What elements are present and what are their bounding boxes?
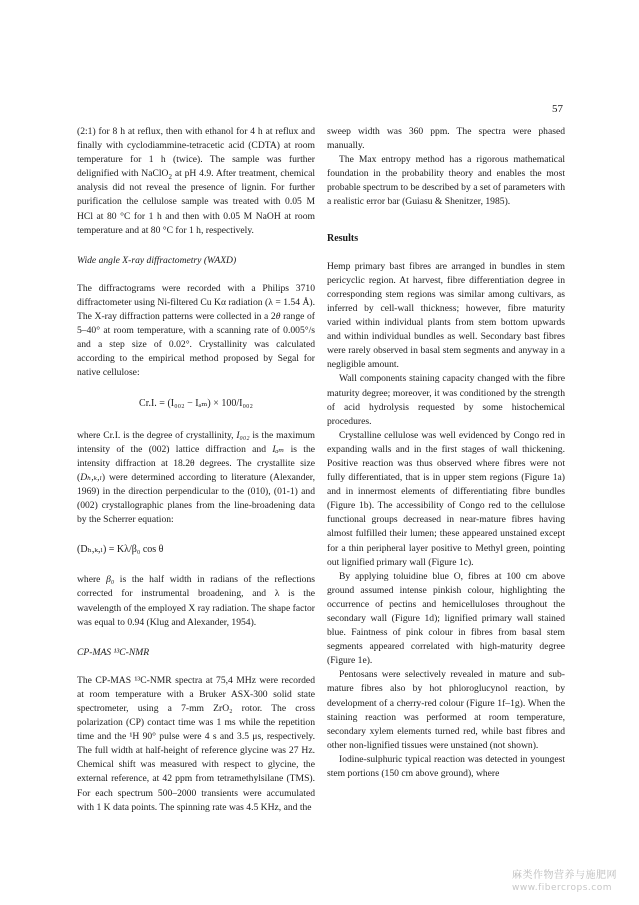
section-heading-results: Results <box>327 232 359 244</box>
paragraph: Pentosans were selectively revealed in mature and sub-mature fibres also by hot phloroglucynol reaction, by development of a cherry-red colour (Figure 1f–1g). When the staining reaction was performed at room temperature, secondary xylem elements turned red, while bast fibres and other non-lignified tissues were unstained (not shown). <box>327 669 565 751</box>
watermark-line-2: www.fibercrops.com <box>512 883 612 893</box>
paragraph: Hemp primary bast fibres are arranged in bundles in stem pericyclic region. At harvest, fibre differentiation degree in corresponding stem regions was similar among cultivars, as inferred by cell-wall thickness; however, fibre maturity varied within individual plants from stem bottom upwards and within individual bundles as well. Secondary bast fibres were rarely observed in basal stem segments and anyway in a negligible amount. <box>327 260 565 371</box>
left-column <box>77 125 315 815</box>
paragraph: sweep width was 360 ppm. The spectra were phased manually. <box>327 126 565 152</box>
right-column <box>327 125 565 781</box>
paragraph: By applying toluidine blue O, fibres at 100 cm above ground assumed intense pinkish colour, highlighting the occurrence of pectins and hemicelluloses throughout the secondary wall (Figure 1d); lignified primary wall stained blue. Faintness of pink colour in fibres from basal stem segments appeared correlated with high-maturity degree (Figure 1e). <box>327 570 565 667</box>
paragraph: where β₀ is the half width in radians of the reflections corrected for instrumental broadening, and λ is the wavelength of the employed X ray radiation. The shape factor was equal to 0.94 (Klug and Alexander, 1954). <box>77 574 315 628</box>
section-heading-nmr: CP-MAS ¹³C-NMR <box>77 646 150 658</box>
watermark <box>512 870 617 894</box>
paragraph: (2:1) for 8 h at reflux, then with ethanol for 4 h at reflux and finally with cyclodiammine-tetracetic acid (CDTA) at room temperature for 1 h (twice). The sample was further delignified with NaClO$_2$ at pH 4.9. After treatment, chemical analysis did not reveal the presence of lignin. For further purification the cellulose sample was treated with 0.05 M HCl at 80 °C for 1 h and then with 0.05 M NaOH at room temperature and at 80 °C for 1 h, respectively. <box>77 126 316 236</box>
equation-crystallinity: Cr.I. = (I₀₀₂ − Iₐₘ) × 100/I₀₀₂ <box>139 397 253 409</box>
equation-scherrer: (Dₕ,ₖ,ₗ) = Kλ/β₀ cos θ <box>77 544 164 556</box>
paragraph: The CP-MAS ¹³C-NMR spectra at 75,4 MHz were recorded at room temperature with a Bruker ASX-300 solid state spectrometer, using a 7-mm ZrO₂ rotor. The cross polarization (CP) contact time was 1 ms while the repetition time and the ¹H 90° pulse were 4 s and 3.5 μs, respectively. The full width at half-height of reference glycine was 27 Hz. Chemical shift was measured with respect to glycine, the external reference, at 42 ppm from tetramethylsilane (TMS). For each spectrum 500–2000 transients were accumulated with 1 K data points. The spinning rate was 4.5 KHz, and the <box>77 674 315 813</box>
paragraph: Wall components staining capacity changed with the fibre maturity degree; moreover, it was conditioned by the strength of acid hydrolysis requested by some histochemical procedures. <box>327 373 565 427</box>
paragraph: The Max entropy method has a rigorous mathematical foundation in the probability theory and enables the most probable spectrum to be described by a set of parameters with a realistic error bar (Guiasu & Shenitzer, 1985). <box>327 154 565 208</box>
paragraph: Crystalline cellulose was well evidenced by Congo red in expanding walls and in the first stages of wall thickening. Positive reaction was thus observed where fibres were not fully differentiated, that is in upper stem regions (Figure 1a) and in innermost elements of differentiating fibre bundles (Figure 1b). The accessibility of Congo red to the cellulose functional groups decreased in near-mature fibres having almost fulfilled their lumen; these appeared unstained except for a thin peripheral layer positive to Methyl green, pointing out lignified primary wall (Figure 1c). <box>327 429 565 568</box>
watermark-line-1: 麻类作物营养与施肥网 <box>512 870 617 881</box>
section-heading-waxd: Wide angle X-ray diffractometry (WAXD) <box>77 254 237 266</box>
paragraph: Iodine-sulphuric typical reaction was detected in youngest stem portions (150 cm above ground), where <box>327 753 565 780</box>
paragraph: The diffractograms were recorded with a Philips 3710 diffractometer using Ni-filtered Cu Kα radiation (λ = 1.54 Å). The X-ray diffraction patterns were collected in a 2θ range of 5–40° at room temperature, with a scanning rate of 0.005°/s and a step size of 0.02°. Crystallinity was calculated according to the empirical method proposed by Segal for native cellulose: <box>77 282 315 379</box>
paragraph: where Cr.I. is the degree of crystallinity, I₀₀₂ is the maximum intensity of the (002) lattice diffraction and Iₐₘ is the intensity diffraction at 18.2θ degrees. The crystallite size (Dₕ,ₖ,ₗ) were determined according to literature (Alexander, 1969) in the direction perpendicular to the (010), (01-1) and (002) crystallographic planes from the line-broadening data by the Scherrer equation: <box>77 429 315 526</box>
page-number: 57 <box>552 103 563 115</box>
